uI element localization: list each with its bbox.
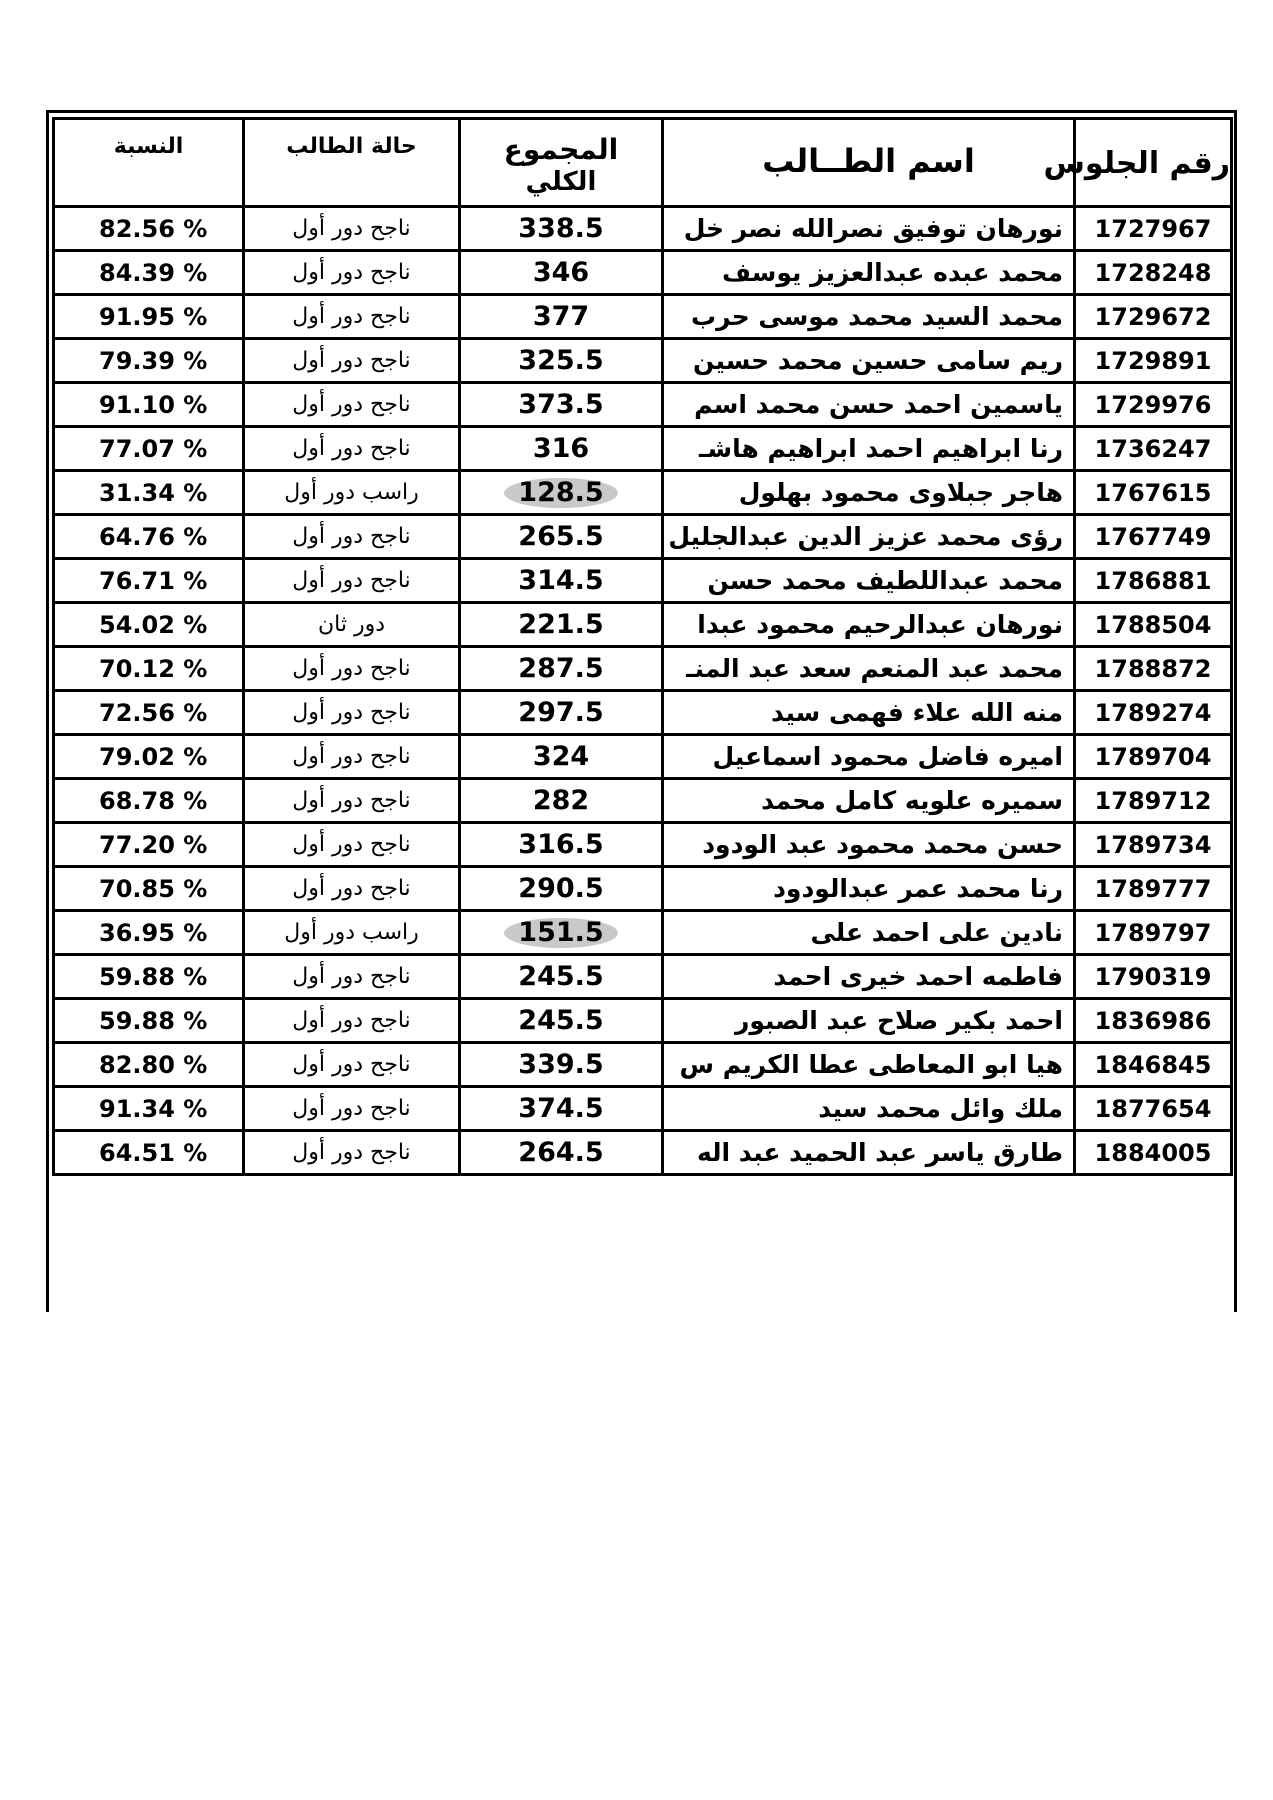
status-cell: ناجح دور أول: [244, 207, 460, 251]
total-cell: [460, 823, 663, 867]
seat-number-cell: 1846845: [1075, 1043, 1232, 1087]
status-cell: ناجح دور أول: [244, 1087, 460, 1131]
percentage-cell: 84.39 %: [54, 251, 244, 295]
table-row: [54, 867, 1232, 911]
percentage-cell: 79.02 %: [54, 735, 244, 779]
total-value: 128.5: [504, 478, 617, 508]
student-name-cell: رؤى محمد عزيز الدين عبدالجليل: [663, 515, 1075, 559]
table-row: [54, 1087, 1232, 1131]
total-cell: [460, 999, 663, 1043]
seat-number-cell: 1789777: [1075, 867, 1232, 911]
seat-number-cell: 1877654: [1075, 1087, 1232, 1131]
table-row: [54, 339, 1232, 383]
seat-number-cell: 1789734: [1075, 823, 1232, 867]
status-cell: دور ثان: [244, 603, 460, 647]
seat-number-cell: 1836986: [1075, 999, 1232, 1043]
percentage-cell: 59.88 %: [54, 999, 244, 1043]
seat-number-cell: 1789704: [1075, 735, 1232, 779]
seat-number-cell: 1767615: [1075, 471, 1232, 515]
status-cell: ناجح دور أول: [244, 427, 460, 471]
total-value: 373.5: [518, 389, 604, 420]
header-percentage: النسبة: [54, 119, 244, 207]
percentage-cell: 76.71 %: [54, 559, 244, 603]
table-row: [54, 515, 1232, 559]
total-value: 325.5: [518, 345, 604, 376]
total-value: 338.5: [518, 213, 604, 244]
status-cell: ناجح دور أول: [244, 955, 460, 999]
total-value: 324: [532, 741, 590, 772]
student-name-cell: محمد عبد المنعم سعد عبد المنـ: [663, 647, 1075, 691]
student-name-cell: محمد عبده عبدالعزيز يوسف: [663, 251, 1075, 295]
total-cell: [460, 647, 663, 691]
header-total-line2: الكلي: [525, 167, 597, 197]
status-cell: ناجح دور أول: [244, 779, 460, 823]
student-name-cell: رنا محمد عمر عبدالودود: [663, 867, 1075, 911]
total-cell: [460, 471, 663, 515]
seat-number-cell: 1884005: [1075, 1131, 1232, 1175]
total-cell: [460, 383, 663, 427]
table-row: [54, 823, 1232, 867]
total-cell: [460, 779, 663, 823]
student-name-cell: محمد السيد محمد موسى حرب: [663, 295, 1075, 339]
status-cell: راسب دور أول: [244, 471, 460, 515]
header-total-line1: المجموع: [503, 133, 619, 166]
percentage-cell: 77.20 %: [54, 823, 244, 867]
student-name-cell: سميره علويه كامل محمد: [663, 779, 1075, 823]
table-row: [54, 955, 1232, 999]
table-row: [54, 471, 1232, 515]
percentage-cell: 91.10 %: [54, 383, 244, 427]
percentage-cell: 59.88 %: [54, 955, 244, 999]
total-cell: [460, 251, 663, 295]
percentage-cell: 36.95 %: [54, 911, 244, 955]
seat-number-cell: 1786881: [1075, 559, 1232, 603]
table-row: [54, 559, 1232, 603]
total-value: 339.5: [518, 1049, 604, 1080]
status-cell: ناجح دور أول: [244, 1131, 460, 1175]
total-value: 346: [532, 257, 590, 288]
percentage-cell: 77.07 %: [54, 427, 244, 471]
header-status: حالة الطالب: [244, 119, 460, 207]
student-name-cell: حسن محمد محمود عبد الودود: [663, 823, 1075, 867]
seat-number-cell: 1788504: [1075, 603, 1232, 647]
seat-number-cell: 1767749: [1075, 515, 1232, 559]
total-value: 221.5: [518, 609, 604, 640]
total-value: 151.5: [504, 918, 617, 948]
student-name-cell: احمد بكير صلاح عبد الصبور: [663, 999, 1075, 1043]
table-row: [54, 647, 1232, 691]
results-body: [54, 207, 1232, 1175]
status-cell: ناجح دور أول: [244, 735, 460, 779]
table-row: [54, 295, 1232, 339]
total-value: 245.5: [518, 1005, 604, 1036]
table-row: [54, 691, 1232, 735]
percentage-cell: 70.12 %: [54, 647, 244, 691]
total-cell: [460, 207, 663, 251]
total-value: 264.5: [518, 1137, 604, 1168]
seat-number-cell: 1728248: [1075, 251, 1232, 295]
total-cell: [460, 295, 663, 339]
table-row: [54, 383, 1232, 427]
student-name-cell: اميره فاضل محمود اسماعيل: [663, 735, 1075, 779]
total-value: 245.5: [518, 961, 604, 992]
percentage-cell: 91.95 %: [54, 295, 244, 339]
student-name-cell: ملك وائل محمد سيد: [663, 1087, 1075, 1131]
table-row: [54, 603, 1232, 647]
percentage-cell: 79.39 %: [54, 339, 244, 383]
status-cell: راسب دور أول: [244, 911, 460, 955]
seat-number-cell: 1727967: [1075, 207, 1232, 251]
table-row: [54, 735, 1232, 779]
total-cell: [460, 603, 663, 647]
student-name-cell: هاجر جبلاوى محمود بهلول: [663, 471, 1075, 515]
percentage-cell: 64.76 %: [54, 515, 244, 559]
table-row: [54, 999, 1232, 1043]
percentage-cell: 70.85 %: [54, 867, 244, 911]
percentage-cell: 54.02 %: [54, 603, 244, 647]
status-cell: ناجح دور أول: [244, 383, 460, 427]
status-cell: ناجح دور أول: [244, 559, 460, 603]
student-name-cell: محمد عبداللطيف محمد حسن: [663, 559, 1075, 603]
total-cell: [460, 339, 663, 383]
results-table: [52, 117, 1233, 1176]
header-row: [54, 119, 1232, 207]
table-row: [54, 251, 1232, 295]
total-value: 374.5: [518, 1093, 604, 1124]
percentage-cell: 64.51 %: [54, 1131, 244, 1175]
status-cell: ناجح دور أول: [244, 647, 460, 691]
total-cell: [460, 1131, 663, 1175]
total-cell: [460, 691, 663, 735]
seat-number-cell: 1788872: [1075, 647, 1232, 691]
seat-number-cell: 1729672: [1075, 295, 1232, 339]
status-cell: ناجح دور أول: [244, 1043, 460, 1087]
percentage-cell: 82.80 %: [54, 1043, 244, 1087]
table-row: [54, 779, 1232, 823]
total-value: 316.5: [518, 829, 604, 860]
total-cell: [460, 955, 663, 999]
percentage-cell: 31.34 %: [54, 471, 244, 515]
percentage-cell: 68.78 %: [54, 779, 244, 823]
student-name-cell: ياسمين احمد حسن محمد اسم: [663, 383, 1075, 427]
total-cell: [460, 1043, 663, 1087]
status-cell: ناجح دور أول: [244, 823, 460, 867]
status-cell: ناجح دور أول: [244, 251, 460, 295]
percentage-cell: 82.56 %: [54, 207, 244, 251]
status-cell: ناجح دور أول: [244, 339, 460, 383]
student-name-cell: ريم سامى حسين محمد حسين: [663, 339, 1075, 383]
total-cell: [460, 911, 663, 955]
total-value: 287.5: [518, 653, 604, 684]
total-value: 290.5: [518, 873, 604, 904]
student-name-cell: فاطمه احمد خيرى احمد: [663, 955, 1075, 999]
seat-number-cell: 1790319: [1075, 955, 1232, 999]
status-cell: ناجح دور أول: [244, 515, 460, 559]
total-value: 377: [532, 301, 590, 332]
seat-number-cell: 1789274: [1075, 691, 1232, 735]
table-row: [54, 427, 1232, 471]
total-cell: [460, 559, 663, 603]
total-cell: [460, 735, 663, 779]
student-name-cell: هيا ابو المعاطى عطا الكريم س: [663, 1043, 1075, 1087]
table-row: [54, 911, 1232, 955]
table-row: [54, 207, 1232, 251]
header-total: [460, 119, 663, 207]
seat-number-cell: 1729891: [1075, 339, 1232, 383]
status-cell: ناجح دور أول: [244, 295, 460, 339]
status-cell: ناجح دور أول: [244, 867, 460, 911]
header-name: اسم الطــالب: [663, 119, 1075, 207]
seat-number-cell: 1729976: [1075, 383, 1232, 427]
total-cell: [460, 427, 663, 471]
total-cell: [460, 515, 663, 559]
total-cell: [460, 1087, 663, 1131]
percentage-cell: 91.34 %: [54, 1087, 244, 1131]
table-row: [54, 1131, 1232, 1175]
student-name-cell: طارق ياسر عبد الحميد عبد اله: [663, 1131, 1075, 1175]
status-cell: ناجح دور أول: [244, 691, 460, 735]
student-name-cell: نورهان توفيق نصرالله نصر خل: [663, 207, 1075, 251]
total-value: 297.5: [518, 697, 604, 728]
header-seat: رقم الجلوس: [1075, 119, 1232, 207]
total-value: 282: [532, 785, 590, 816]
seat-number-cell: 1789797: [1075, 911, 1232, 955]
student-name-cell: منه الله علاء فهمى سيد: [663, 691, 1075, 735]
status-cell: ناجح دور أول: [244, 999, 460, 1043]
student-name-cell: رنا ابراهيم احمد ابراهيم هاشـ: [663, 427, 1075, 471]
student-name-cell: نادين على احمد على: [663, 911, 1075, 955]
student-name-cell: نورهان عبدالرحيم محمود عبدا: [663, 603, 1075, 647]
table-row: [54, 1043, 1232, 1087]
total-value: 316: [532, 433, 590, 464]
percentage-cell: 72.56 %: [54, 691, 244, 735]
seat-number-cell: 1789712: [1075, 779, 1232, 823]
seat-number-cell: 1736247: [1075, 427, 1232, 471]
total-value: 314.5: [518, 565, 604, 596]
total-value: 265.5: [518, 521, 604, 552]
total-cell: [460, 867, 663, 911]
